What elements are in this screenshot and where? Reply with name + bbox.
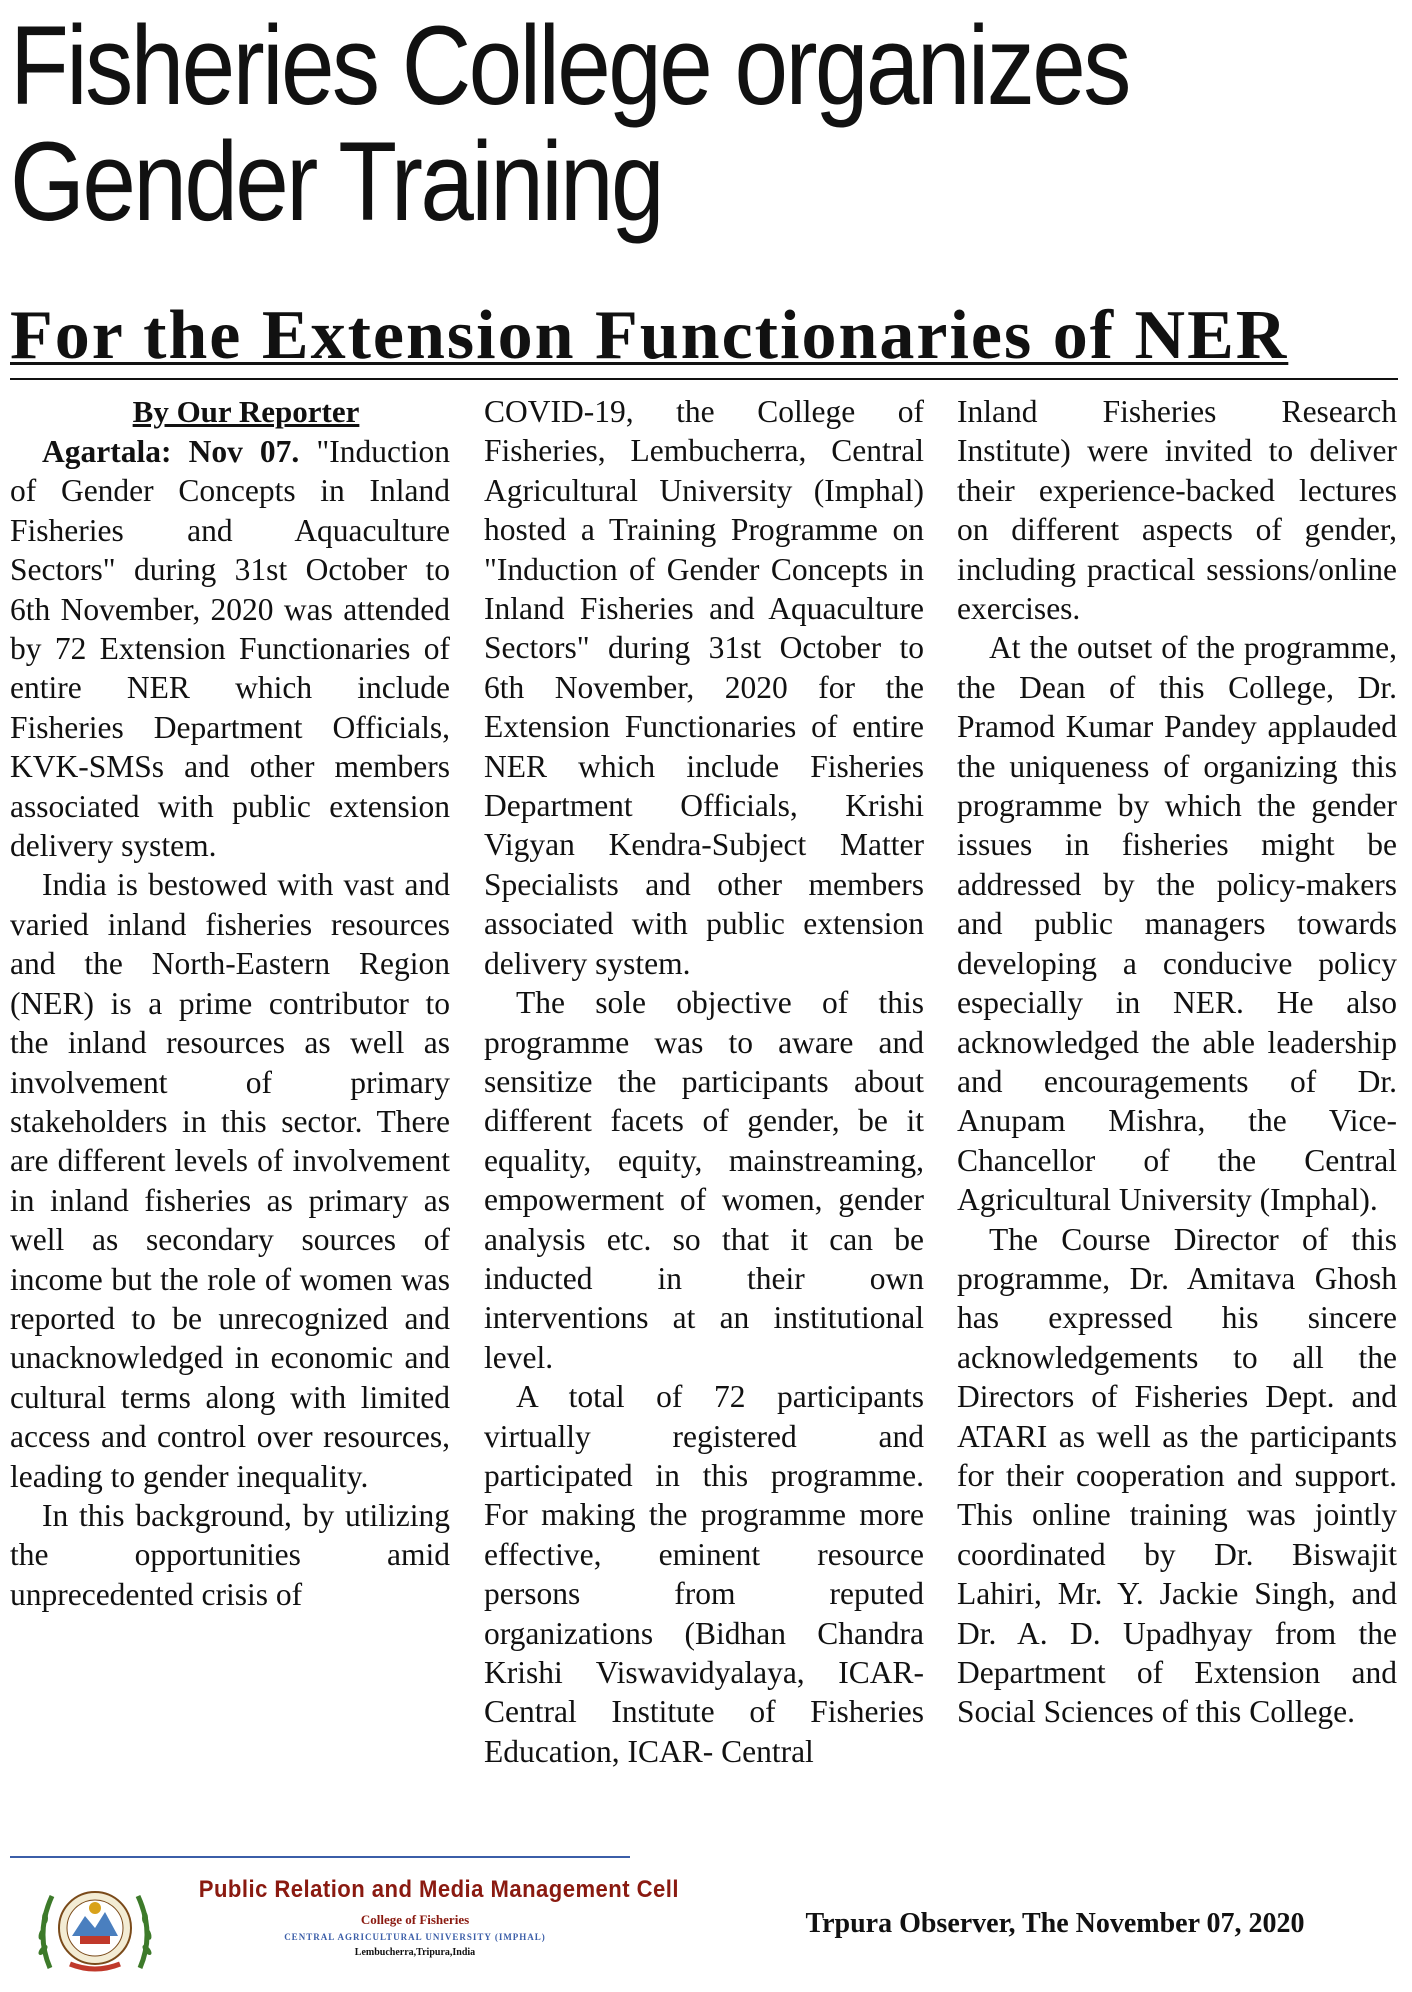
intro-text: "Induction of Gender Concepts in Inland Fisheries and Aquaculture Sectors" during 31st October to 6th November, 2020 was attended by 72 Extension Functionaries of entire NER which include Fisheries Department Officials, KVK-SMSs and other members associated with public extension delivery system.	[10, 434, 450, 864]
dateline: Agartala: Nov 07.	[42, 434, 300, 469]
article-column-2	[484, 392, 924, 1771]
university-name: CENTRAL AGRICULTURAL UNIVERSITY (IMPHAL)	[284, 1932, 546, 1942]
footer-rule	[10, 1856, 630, 1858]
article-column-1	[10, 392, 450, 1614]
headline-line-2: Gender Training	[10, 119, 663, 244]
paragraph-participants: A total of 72 participants virtually registered and participated in this programme. For making the programme more effective, eminent resource persons from reputed organizations (Bidhan Chandra Krishi Viswavidyalaya, ICAR-Central Institute of Fisheries Education, ICAR- Central	[484, 1379, 924, 1769]
paragraph-dean: At the outset of the programme, the Dean of this College, Dr. Pramod Kumar Pandey applauded the uniqueness of organizing this programme by which the gender issues in fisheries might be addressed by the policy-makers and public managers towards developing a conducive policy especially in NER. He also acknowledged the able leadership and encouragements of Dr. Anupam Mishra, the Vice-Chancellor of the Central Agricultural University (Imphal).	[957, 630, 1397, 1218]
college-name: College of Fisheries	[360, 1912, 470, 1927]
college-location: Lembucherra,Tripura,India	[354, 1947, 476, 1958]
university-emblem-icon	[30, 1878, 160, 1978]
paragraph-context: In this background, by utilizing the opportunities amid unprecedented crisis of	[10, 1497, 450, 1612]
paragraph-intro	[10, 432, 450, 865]
subheadline: For the Extension Functionaries of NER	[10, 297, 1289, 374]
headline-line-1: Fisheries College organizes	[10, 3, 1129, 128]
publication-source: Trpura Observer, The November 07, 2020	[805, 1908, 1305, 1939]
byline: By Our Reporter	[132, 394, 360, 429]
headline	[10, 3, 1210, 244]
pr-cell-name: Public Relation and Media Management Cell	[198, 1876, 679, 1903]
paragraph-resource-persons: Inland Fisheries Research Institute) were invited to deliver their experience-backed lectures on different aspects of gender, including practical sessions/online exercises.	[957, 394, 1397, 627]
paragraph-covid: COVID-19, the College of Fisheries, Lembucherra, Central Agricultural University (Imphal) hosted a Training Programme on "Induction of Gender Concepts in Inland Fisheries and Aquaculture Sectors" during 31st October to 6th November, 2020 for the Extension Functionaries of entire NER which include Fisheries Department Officials, Krishi Vigyan Kendra-Subject Matter Specialists and other members associated with public extension delivery system.	[484, 394, 924, 981]
article-column-3	[957, 392, 1397, 1732]
paragraph-background: India is bestowed with vast and varied inland fisheries resources and the North-Eastern Region (NER) is a prime contributor to the inland resources as well as involvement of primary stakeholders in this sector. There are different levels of involvement in inland fisheries as primary as well as secondary sources of income but the role of women was reported to be unrecognized and unacknowledged in economic and cultural terms along with limited access and control over resources, leading to gender inequality.	[10, 867, 450, 1494]
pr-cell-block	[180, 1876, 679, 1958]
paragraph-course-director: The Course Director of this programme, Dr. Amitava Ghosh has expressed his sincere acknowledgements to all the Directors of Fisheries Dept. and ATARI as well as the participants for their cooperation and support. This online training was jointly coordinated by Dr. Biswajit Lahiri, Mr. Y. Jackie Singh, and Dr. A. D. Upadhyay from the Department of Extension and Social Sciences of this College.	[957, 1221, 1397, 1730]
paragraph-objective: The sole objective of this programme was to aware and sensitize the participants about different facets of gender, be it equality, equity, mainstreaming, empowerment of women, gender analysis etc. so that it can be inducted in their own interventions at an institutional level.	[484, 985, 924, 1375]
headline-rule	[10, 378, 1398, 380]
